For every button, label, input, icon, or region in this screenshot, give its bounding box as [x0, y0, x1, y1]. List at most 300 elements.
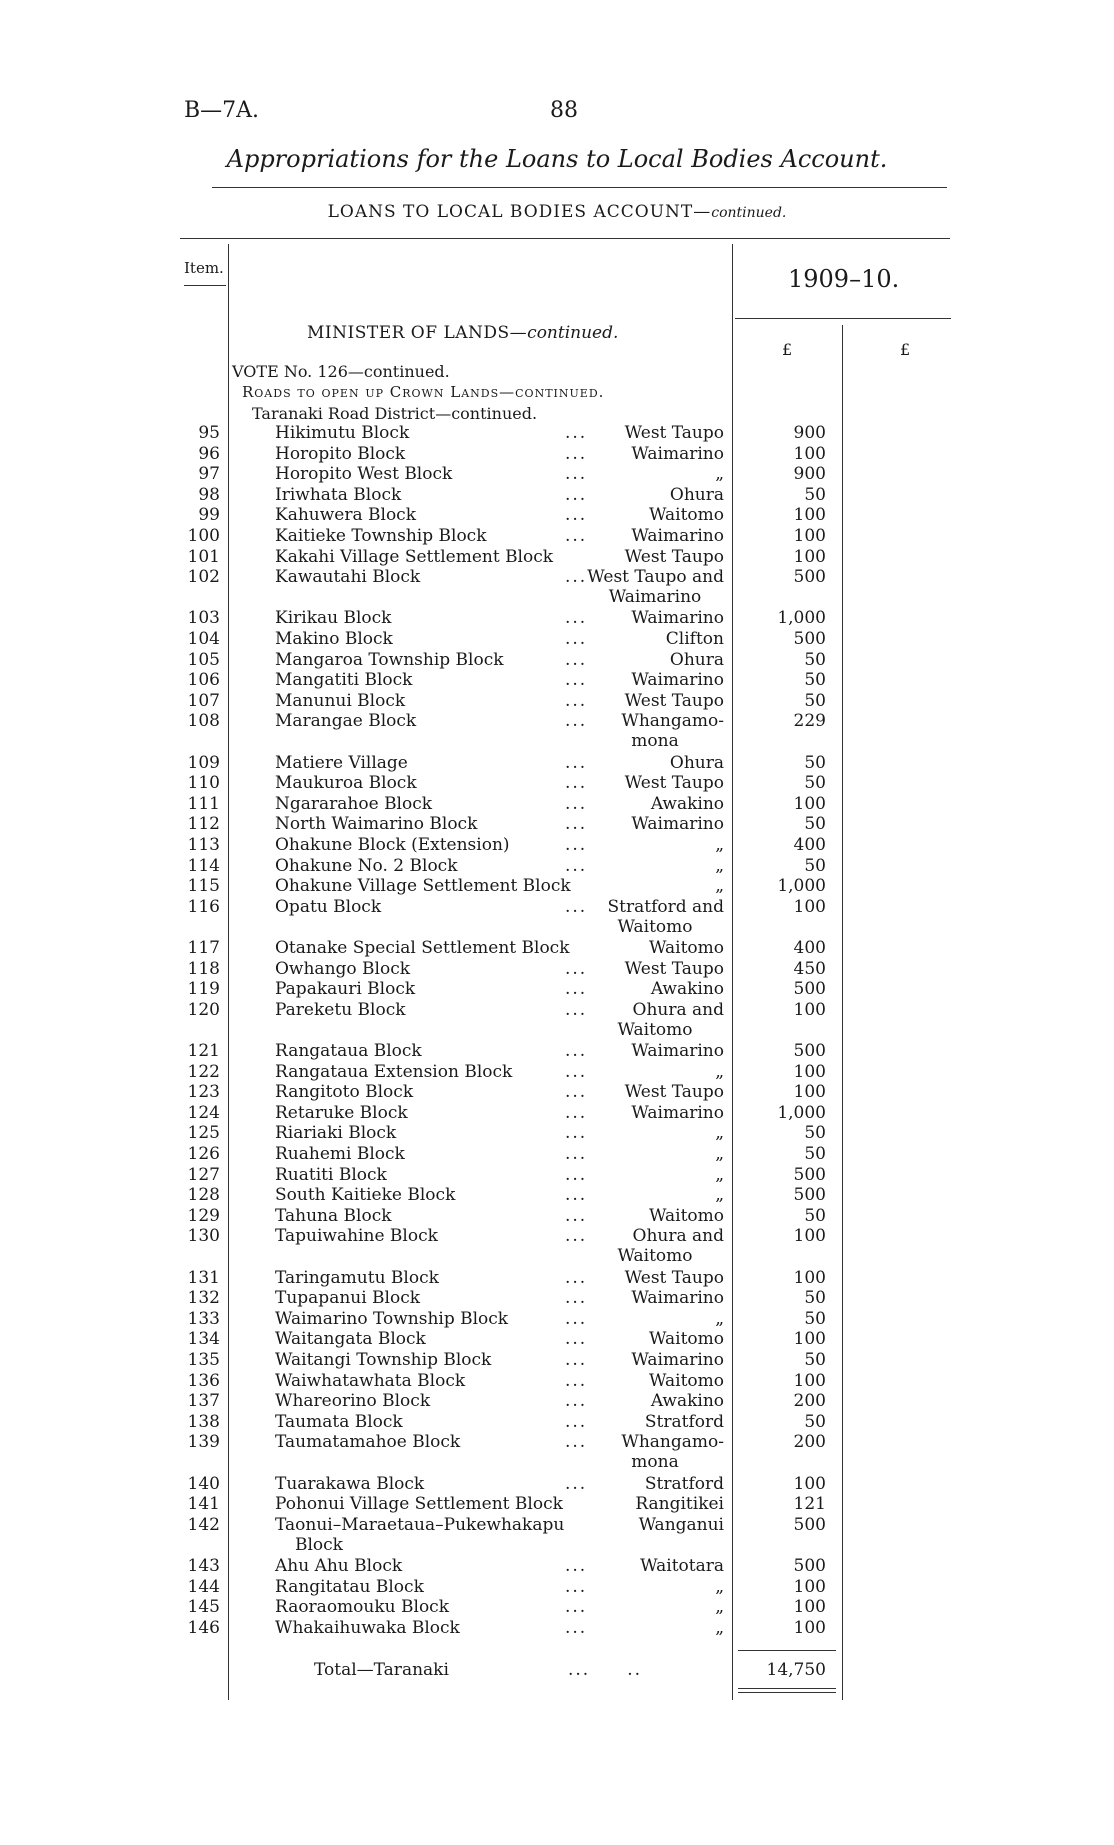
table-row	[0, 979, 1114, 999]
district-name: Waimarino	[631, 1288, 724, 1309]
block-name: Pohonui Village Settlement Block	[275, 1494, 563, 1515]
amount: 100	[793, 1617, 826, 1638]
district-name: West Taupo	[624, 958, 724, 979]
district-name-continued: Waitomo	[617, 1246, 693, 1267]
item-number: 122	[187, 1061, 220, 1082]
leader-dots: ...	[565, 1617, 588, 1638]
table-row	[0, 1103, 1114, 1123]
table-row	[0, 608, 1114, 628]
table-row	[0, 1165, 1114, 1185]
district-name: Waimarino	[631, 814, 724, 835]
leader-dots: ...	[565, 1061, 588, 1082]
item-number: 143	[187, 1556, 220, 1576]
block-name: Marangae Block	[275, 711, 417, 732]
block-name: Mangaroa Township Block	[275, 649, 504, 670]
district-name-continued: Waitomo	[617, 916, 693, 937]
block-name: Kirikau Block	[275, 608, 392, 629]
item-number: 120	[187, 999, 220, 1020]
district-name: Ohura	[669, 649, 724, 670]
block-name: Makino Block	[275, 629, 393, 649]
table-row	[0, 711, 1114, 752]
item-number: 110	[187, 773, 220, 794]
block-name: Hikimutu Block	[275, 423, 410, 443]
block-name: Kawautahi Block	[275, 567, 421, 588]
block-name: Waiwhatawhata Block	[275, 1370, 466, 1391]
district-name-continued: mona	[631, 731, 679, 752]
table-row	[0, 896, 1114, 937]
block-name: Mangatiti Block	[275, 670, 413, 691]
amount: 50	[804, 1288, 826, 1309]
district-name: Stratford	[644, 1411, 724, 1432]
amount: 200	[793, 1391, 826, 1412]
table-row	[0, 670, 1114, 690]
block-name: Matiere Village	[275, 752, 408, 773]
amount: 500	[793, 1041, 826, 1061]
item-number: 137	[187, 1391, 220, 1412]
block-name: Tuarakawa Block	[275, 1473, 425, 1494]
amount: 100	[793, 546, 826, 567]
total-rule-top	[738, 1650, 836, 1651]
table-row	[0, 1371, 1114, 1391]
item-number: 119	[187, 979, 220, 1000]
leader-dots: ...	[565, 1556, 588, 1576]
district-name: Waimarino	[631, 670, 724, 691]
district-name: Waitotara	[640, 1556, 724, 1576]
table-row	[0, 526, 1114, 546]
district-name: Ohura	[669, 752, 724, 773]
leader-dots: ...	[565, 1288, 588, 1309]
table-row	[0, 485, 1114, 505]
total-leader-dots	[568, 1660, 642, 1680]
item-number: 124	[187, 1102, 220, 1123]
leader-dots: ...	[565, 1411, 588, 1432]
table-row	[0, 1618, 1114, 1638]
leader-dots: ...	[565, 526, 588, 546]
leader-dots: ...	[565, 1473, 588, 1494]
amount: 500	[793, 1164, 826, 1185]
block-name: Tapuiwahine Block	[275, 1226, 438, 1247]
leader-dots: ...	[565, 958, 588, 979]
item-number: 129	[187, 1205, 220, 1226]
district-name: West Taupo	[624, 1082, 724, 1103]
amount: 100	[793, 999, 826, 1020]
district-name: Waitomo	[649, 1329, 724, 1350]
table-row	[0, 650, 1114, 670]
district-name-continued: mona	[631, 1452, 679, 1473]
item-number: 114	[187, 855, 220, 876]
table-row	[0, 1206, 1114, 1226]
roads-heading: Roads to open up Crown Lands—continued.	[242, 383, 605, 401]
leader-dots: ...	[565, 505, 588, 526]
amount: 50	[804, 670, 826, 691]
amount: 1,000	[777, 876, 826, 897]
table-row	[0, 1597, 1114, 1617]
block-name: Otanake Special Settlement Block	[275, 938, 570, 958]
item-number: 108	[187, 711, 220, 732]
item-number: 113	[187, 835, 220, 855]
table-row	[0, 1144, 1114, 1164]
district-name: Waimarino	[631, 1350, 724, 1370]
block-name: Ohakune Village Settlement Block	[275, 876, 571, 897]
item-number: 115	[187, 876, 220, 897]
item-number: 96	[198, 443, 220, 464]
district-name: West Taupo	[624, 773, 724, 794]
total-dots-1: ...	[568, 1660, 591, 1680]
block-name: Horopito West Block	[275, 464, 453, 485]
item-number: 145	[187, 1597, 220, 1618]
item-number: 103	[187, 608, 220, 629]
district-name: Waitomo	[649, 1370, 724, 1391]
table-row	[0, 1494, 1114, 1514]
amount: 100	[793, 1267, 826, 1288]
pound-sign-1: £	[782, 340, 793, 359]
block-name: Opatu Block	[275, 896, 382, 917]
table-row	[0, 1123, 1114, 1143]
block-name: Iriwhata Block	[275, 484, 402, 505]
district-heading-main: Taranaki Road District—	[252, 404, 452, 423]
item-number: 112	[187, 814, 220, 835]
leader-dots: ...	[565, 835, 588, 855]
item-number: 97	[198, 464, 220, 485]
district-name: Clifton	[665, 629, 724, 649]
block-name: South Kaitieke Block	[275, 1185, 456, 1206]
district-name: Awakino	[650, 979, 724, 1000]
amount: 50	[804, 690, 826, 711]
block-name: Tahuna Block	[275, 1205, 392, 1226]
table-row	[0, 753, 1114, 773]
leader-dots: ...	[565, 608, 588, 629]
block-name: Kaitieke Township Block	[275, 526, 487, 546]
table-row	[0, 1226, 1114, 1267]
block-name: Ruatiti Block	[275, 1164, 387, 1185]
leader-dots: ...	[565, 979, 588, 1000]
leader-dots: ...	[565, 752, 588, 773]
item-number: 98	[198, 484, 220, 505]
table-row	[0, 1309, 1114, 1329]
district-name: Ohura and	[632, 999, 724, 1020]
total-rule-bottom-2	[738, 1692, 836, 1693]
amount: 100	[793, 443, 826, 464]
table-row	[0, 444, 1114, 464]
district-name: Waitomo	[649, 1205, 724, 1226]
district-name: „	[715, 1308, 724, 1329]
block-name: Owhango Block	[275, 958, 411, 979]
item-number: 136	[187, 1370, 220, 1391]
table-row	[0, 1391, 1114, 1411]
leader-dots: ...	[565, 1123, 588, 1144]
block-name: Riariaki Block	[275, 1123, 397, 1144]
district-name-continued: Waitomo	[617, 1019, 693, 1040]
page-title: Appropriations for the Loans to Local Bodies Account.	[226, 145, 888, 173]
item-number: 141	[187, 1494, 220, 1515]
block-name: Rangataua Block	[275, 1041, 422, 1061]
block-name: Maukuroa Block	[275, 773, 417, 794]
page-number: 88	[550, 98, 578, 123]
leader-dots: ...	[565, 1185, 588, 1206]
amount: 200	[793, 1432, 826, 1453]
leader-dots: ...	[565, 855, 588, 876]
district-name: Waimarino	[631, 1041, 724, 1061]
amount: 50	[804, 484, 826, 505]
table-row	[0, 1432, 1114, 1473]
item-number: 135	[187, 1350, 220, 1370]
item-number: 95	[198, 423, 220, 443]
amount: 100	[793, 1082, 826, 1103]
amount: 100	[793, 505, 826, 526]
block-name: Waimarino Township Block	[275, 1308, 509, 1329]
leader-dots: ...	[565, 567, 588, 588]
table-row	[0, 505, 1114, 525]
block-name: Rangataua Extension Block	[275, 1061, 513, 1082]
block-name: Ahu Ahu Block	[275, 1556, 403, 1576]
district-name: „	[715, 1185, 724, 1206]
leader-dots: ...	[565, 1226, 588, 1247]
leader-dots: ...	[565, 1205, 588, 1226]
item-number: 130	[187, 1226, 220, 1247]
district-name: „	[715, 1061, 724, 1082]
amount: 50	[804, 1308, 826, 1329]
table-row	[0, 1577, 1114, 1597]
vote-heading: VOTE No. 126—continued.	[232, 362, 450, 381]
district-name: „	[715, 1597, 724, 1618]
amount: 100	[793, 896, 826, 917]
total-rule-bottom-1	[738, 1688, 836, 1689]
district-name: Waimarino	[631, 526, 724, 546]
block-name: Taumata Block	[275, 1411, 403, 1432]
table-row	[0, 1329, 1114, 1349]
table-row	[0, 1350, 1114, 1370]
block-name-continued: Block	[295, 1534, 343, 1555]
item-number: 104	[187, 629, 220, 649]
table-row	[0, 1185, 1114, 1205]
item-number: 118	[187, 958, 220, 979]
amount: 450	[793, 958, 826, 979]
leader-dots: ...	[565, 1164, 588, 1185]
table-row	[0, 1268, 1114, 1288]
amount: 400	[793, 938, 826, 958]
document-reference: B—7A.	[184, 98, 260, 123]
amount: 100	[793, 793, 826, 814]
block-name: Ohakune No. 2 Block	[275, 855, 458, 876]
leader-dots: ...	[565, 1576, 588, 1597]
district-name: Waimarino	[631, 1102, 724, 1123]
block-name: Whareorino Block	[275, 1391, 431, 1412]
amount: 500	[793, 1556, 826, 1576]
leader-dots: ...	[565, 1267, 588, 1288]
district-name: Rangitikei	[635, 1494, 724, 1515]
table-row	[0, 567, 1114, 608]
amount: 50	[804, 1411, 826, 1432]
leader-dots: ...	[565, 484, 588, 505]
amount: 100	[793, 1576, 826, 1597]
table-row	[0, 1514, 1114, 1555]
table-row	[0, 423, 1114, 443]
pound-sign-2: £	[900, 340, 911, 359]
table-row	[0, 938, 1114, 958]
block-name: Kahuwera Block	[275, 505, 416, 526]
block-name: Tupapanui Block	[275, 1288, 421, 1309]
amount: 229	[793, 711, 826, 732]
table-row	[0, 691, 1114, 711]
item-number: 123	[187, 1082, 220, 1103]
block-name: Rangitoto Block	[275, 1082, 414, 1103]
item-number: 131	[187, 1267, 220, 1288]
district-name: Wanganui	[638, 1514, 724, 1535]
leader-dots: ...	[565, 773, 588, 794]
leader-dots: ...	[565, 1102, 588, 1123]
district-name: Awakino	[650, 793, 724, 814]
leader-dots: ...	[565, 1391, 588, 1412]
year-column-header: 1909–10.	[788, 265, 900, 293]
leader-dots: ...	[565, 1329, 588, 1350]
amount: 100	[793, 1329, 826, 1350]
table-row	[0, 835, 1114, 855]
leader-dots: ...	[565, 896, 588, 917]
table-row	[0, 1474, 1114, 1494]
district-name: „	[715, 1576, 724, 1597]
table-row	[0, 464, 1114, 484]
item-number: 128	[187, 1185, 220, 1206]
item-number: 121	[187, 1041, 220, 1061]
leader-dots: ...	[565, 814, 588, 835]
amount: 400	[793, 835, 826, 855]
item-number: 116	[187, 896, 220, 917]
leader-dots: ...	[565, 464, 588, 485]
district-name: Ohura and	[632, 1226, 724, 1247]
district-name: West Taupo	[624, 690, 724, 711]
item-number: 101	[187, 546, 220, 567]
minister-heading-continued: continued.	[527, 323, 619, 343]
leader-dots: ...	[565, 793, 588, 814]
block-name: Taumatamahoe Block	[275, 1432, 461, 1453]
amount: 50	[804, 1205, 826, 1226]
total-label: Total—Taranaki	[314, 1660, 449, 1680]
item-number: 139	[187, 1432, 220, 1453]
leader-dots: ...	[565, 999, 588, 1020]
district-name: Ohura	[669, 484, 724, 505]
amount: 50	[804, 855, 826, 876]
block-name: Whakaihuwaka Block	[275, 1617, 460, 1638]
item-number: 134	[187, 1329, 220, 1350]
district-name: „	[715, 1617, 724, 1638]
block-name: Raoraomouku Block	[275, 1597, 450, 1618]
district-name: „	[715, 464, 724, 485]
district-name: „	[715, 1144, 724, 1164]
amount: 50	[804, 752, 826, 773]
item-number: 126	[187, 1144, 220, 1164]
leader-dots: ...	[565, 1370, 588, 1391]
amount: 500	[793, 1514, 826, 1535]
block-name: Waitangata Block	[275, 1329, 426, 1350]
amount: 50	[804, 1123, 826, 1144]
block-name: Pareketu Block	[275, 999, 406, 1020]
table-row	[0, 1062, 1114, 1082]
table-row	[0, 629, 1114, 649]
amount: 1,000	[777, 1102, 826, 1123]
amount: 500	[793, 979, 826, 1000]
district-heading-continued: continued.	[451, 404, 538, 423]
leader-dots: ...	[565, 1350, 588, 1370]
leader-dots: ...	[565, 711, 588, 732]
amount: 500	[793, 1185, 826, 1206]
item-column-header: Item.	[184, 259, 224, 277]
item-number: 125	[187, 1123, 220, 1144]
amount: 100	[793, 526, 826, 546]
item-number: 140	[187, 1473, 220, 1494]
table-row	[0, 1412, 1114, 1432]
item-number: 107	[187, 690, 220, 711]
amount: 100	[793, 1370, 826, 1391]
amount: 121	[793, 1494, 826, 1515]
item-number: 105	[187, 649, 220, 670]
item-number: 132	[187, 1288, 220, 1309]
district-name: Stratford and	[607, 896, 724, 917]
block-name: Horopito Block	[275, 443, 406, 464]
table-row	[0, 1288, 1114, 1308]
block-name: Kakahi Village Settlement Block	[275, 546, 554, 567]
district-name: Waimarino	[631, 608, 724, 629]
item-number: 102	[187, 567, 220, 588]
leader-dots: ...	[565, 1308, 588, 1329]
item-number: 100	[187, 526, 220, 546]
table-row	[0, 794, 1114, 814]
district-name: Awakino	[650, 1391, 724, 1412]
block-name: Manunui Block	[275, 690, 406, 711]
district-name: Waitomo	[649, 938, 724, 958]
table-row	[0, 1041, 1114, 1061]
block-name: Rangitatau Block	[275, 1576, 424, 1597]
district-name: Waitomo	[649, 505, 724, 526]
account-subtitle-continued: continued.	[711, 205, 787, 221]
district-name: Waimarino	[631, 443, 724, 464]
item-number: 146	[187, 1617, 220, 1638]
amount: 1,000	[777, 608, 826, 629]
amount: 50	[804, 1350, 826, 1370]
leader-dots: ...	[565, 629, 588, 649]
leader-dots: ...	[565, 443, 588, 464]
item-number: 99	[198, 505, 220, 526]
block-name: Papakauri Block	[275, 979, 416, 1000]
district-name-continued: Waimarino	[608, 587, 702, 608]
leader-dots: ...	[565, 690, 588, 711]
amount: 100	[793, 1473, 826, 1494]
table-row	[0, 814, 1114, 834]
district-name: Whangamo-	[621, 1432, 724, 1453]
table-row	[0, 773, 1114, 793]
district-name: Stratford	[644, 1473, 724, 1494]
account-subtitle-main: LOANS TO LOCAL BODIES ACCOUNT—	[327, 202, 712, 222]
table-row	[0, 999, 1114, 1040]
district-name: „	[715, 1164, 724, 1185]
total-value: 14,750	[766, 1660, 826, 1680]
table-row	[0, 856, 1114, 876]
amount: 100	[793, 1061, 826, 1082]
table-row	[0, 1082, 1114, 1102]
leader-dots: ...	[565, 1144, 588, 1164]
item-number: 144	[187, 1576, 220, 1597]
minister-heading-main: MINISTER OF LANDS—	[307, 323, 528, 343]
block-name: Ohakune Block (Extension)	[275, 835, 510, 855]
amount: 50	[804, 814, 826, 835]
block-name: Waitangi Township Block	[275, 1350, 492, 1370]
district-name: Whangamo-	[621, 711, 724, 732]
district-name: West Taupo	[624, 423, 724, 443]
block-name: Ruahemi Block	[275, 1144, 405, 1164]
amount: 50	[804, 773, 826, 794]
table-row	[0, 876, 1114, 896]
leader-dots: ...	[565, 423, 588, 443]
district-name: West Taupo	[624, 1267, 724, 1288]
